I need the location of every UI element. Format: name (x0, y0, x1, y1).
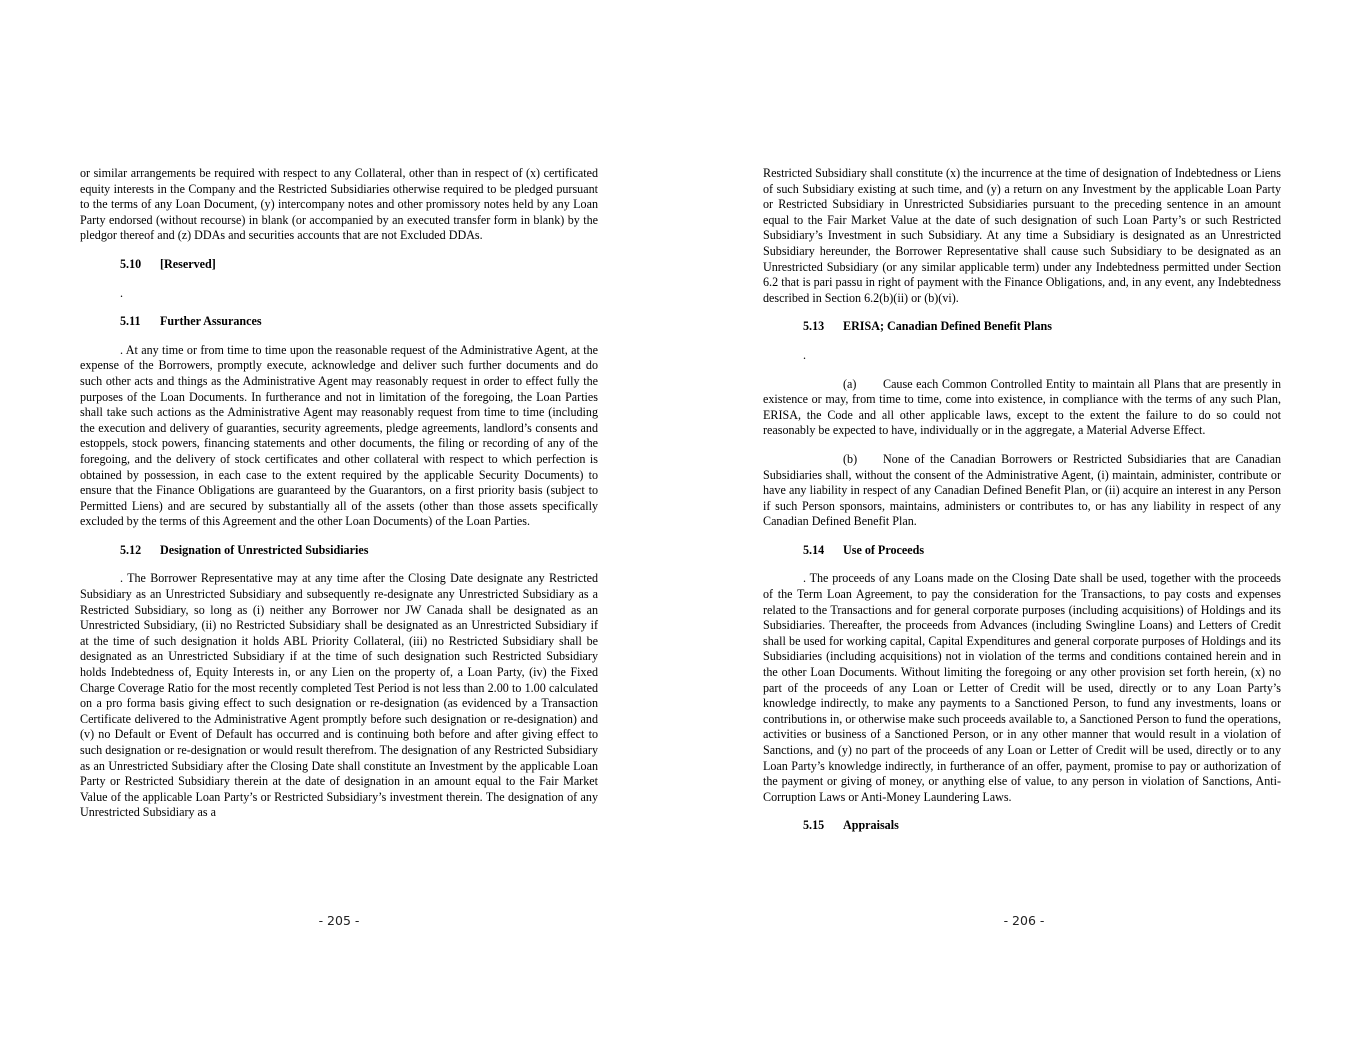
section-5-12-heading (120, 543, 598, 559)
section-5-11-heading (120, 314, 598, 330)
section-5-13-lead: . (803, 347, 807, 362)
section-5-15-heading (803, 818, 1281, 834)
page-number: - 205 - (318, 913, 360, 928)
section-number: 5.15 (803, 818, 825, 833)
page-number: - 206 - (1003, 913, 1045, 928)
section-number: 5.11 (120, 314, 141, 329)
section-5-13-clause-a (763, 377, 1281, 439)
section-number: 5.14 (803, 542, 825, 557)
clause-text: Cause each Common Controlled Entity to maintain all Plans that are presently in existence or may, from time to time, come into existence, in compliance with the terms of any such Plan, ERISA, the Code and all other applicable laws, except to the extent the failure to do so could not reasonably be expected to have, individually or in the aggregate, a Material Adverse Effect. (763, 376, 1281, 438)
section-title: Appraisals (843, 818, 899, 833)
section-title: [Reserved] (160, 256, 216, 271)
section-number: 5.13 (803, 319, 825, 334)
section-title: Further Assurances (160, 314, 262, 329)
section-5-13-heading (803, 319, 1281, 335)
section-5-11-body: . At any time or from time to time upon the reasonable request of the Administrative Agent, at the expense of the Borrowers, promptly execute, acknowledge and deliver such further documents and do such other acts and things as the Administrative Agent may reasonably request in order to effect fully the purposes of the Loan Documents. In furtherance and not in limitation of the foregoing, the Loan Parties shall take such actions as the Administrative Agent may reasonably request from time to time (including the execution and delivery of guaranties, security agreements, pledge agreements, landlord’s consents and estoppels, stock powers, financing statements and other documents, the filing or recording of any of the foregoing, and the delivery of stock certificates and other collateral with respect to which perfection is obtained by possession, in each case to the extent required by the applicable Security Documents) to ensure that the Finance Obligations are guaranteed by the Guarantors, on a first priority basis (subject to Permitted Liens) and are secured by substantially all of the assets (other than those assets specifically excluded by the terms of this Agreement and the other Loan Documents) of the Loan Parties. (80, 342, 598, 529)
section-5-10-body: . (120, 285, 124, 300)
continuation-paragraph: Restricted Subsidiary shall constitute (x) the incurrence at the time of designation of Indebtedness or Liens of such Subsidiary existing at such time, and (y) a return on any Investment by the applicable Loan Party or Restricted Subsidiary in Unrestricted Subsidiaries pursuant to the preceding sentence in an amount equal to the Fair Market Value at the date of such designation of such Loan Party’s or such Restricted Subsidiary’s Investment in such Subsidiary. At any time a Subsidiary is designated as an Unrestricted Subsidiary hereunder, the Borrower Representative shall cause such Subsidiary to be designated as an Unrestricted Subsidiary (or any similar applicable term) under any Indebtedness permitted under Section 6.2 that is pari passu in right of payment with the Finance Obligations, and, in any event, any Indebtedness described in Section 6.2(b)(ii) or (b)(vi). (763, 166, 1281, 305)
page-205-text-column (80, 166, 598, 834)
page-206-text-column (763, 166, 1281, 847)
page-206 (683, 0, 1365, 1055)
clause-label: (a) (843, 376, 857, 391)
page-205 (0, 0, 682, 1055)
section-number: 5.12 (120, 542, 142, 557)
section-5-14-body: . The proceeds of any Loans made on the Closing Date shall be used, together with the proceeds of the Term Loan Agreement, to pay the consideration for the Transactions, to pay costs and expenses related to the Transactions and for general corporate purposes (including acquisitions) of Holdings and its Subsidiaries. Thereafter, the proceeds from Advances (including Swingline Loans) and Letters of Credit shall be used for working capital, Capital Expenditures and general corporate purposes of Holdings and its Subsidiaries (including acquisitions) not in violation of the terms and conditions contained herein and in the other Loan Documents. Without limiting the foregoing or any other provision set forth herein, (x) no part of the proceeds of any Loan or Letter of Credit will be used, directly or to any Loan Party’s knowledge indirectly, to make any payments to a Sanctioned Person, to fund any investments, loans or contributions in, or otherwise make such proceeds available to, a Sanctioned Person to fund the operations, activities or business of a Sanctioned Person, or in any other manner that would result in a violation of Sanctions, and (y) no part of the proceeds of any Loan or Letter of Credit will be used, directly or to any Loan Party’s knowledge indirectly, in furtherance of an offer, payment, promise to pay or authorization of the payment or giving of money, or anything else of value, to any person in violation of Sanctions, Anti-Corruption Laws or Anti-Money Laundering Laws. (763, 571, 1281, 804)
section-5-10-heading (120, 257, 598, 273)
clause-text: None of the Canadian Borrowers or Restricted Subsidiaries that are Canadian Subsidiaries shall, without the consent of the Administrative Agent, (i) maintain, administer, contribute or have any liability in respect of any Canadian Defined Benefit Plan, or (ii) acquire an interest in any Person if such Person sponsors, maintains, administers or contributes to, or has any liability in respect of any Canadian Defined Benefit Plan. (763, 451, 1281, 529)
section-title: Designation of Unrestricted Subsidiaries (160, 542, 369, 557)
continuation-paragraph: or similar arrangements be required with respect to any Collateral, other than in respect of (x) certificated equity interests in the Company and the Restricted Subsidiaries otherwise required to be pledged pursuant to the terms of any Loan Document, (y) intercompany notes and other promissory notes held by any Loan Party endorsed (without recourse) in blank (or accompanied by an executed transfer form in blank) by the pledgor thereof and (z) DDAs and securities accounts that are not Excluded DDAs. (80, 166, 598, 243)
section-number: 5.10 (120, 256, 142, 271)
section-5-14-heading (803, 543, 1281, 559)
section-5-13-clause-b (763, 452, 1281, 530)
section-5-12-body: . The Borrower Representative may at any time after the Closing Date designate any Restricted Subsidiary as an Unrestricted Subsidiary and subsequently re-designate any Unrestricted Subsidiary as a Restricted Subsidiary, so long as (i) neither any Borrower nor JW Canada shall be designated as an Unrestricted Subsidiary, (ii) no Restricted Subsidiary shall be designated as an Unrestricted Subsidiary if at the time of such designation it holds ABL Priority Collateral, (iii) no Restricted Subsidiary shall be designated as an Unrestricted Subsidiary if at the time of such designation such Restricted Subsidiary holds Indebtedness of, Equity Interests in, or any Lien on the property of, a Loan Party, (iv) the Fixed Charge Coverage Ratio for the most recently completed Test Period is not less than 2.00 to 1.00 calculated on a pro forma basis giving effect to such designation or re-designation (as evidenced by a Transaction Certificate delivered to the Administrative Agent promptly before such designation or re-designation) and (v) no Default or Event of Default has occurred and is continuing both before and after giving effect to such designation or re-designation or would result therefrom. The designation of any Restricted Subsidiary as an Unrestricted Subsidiary after the Closing Date shall constitute an Investment by the applicable Loan Party or Restricted Subsidiary therein at the date of designation in an amount equal to the Fair Market Value of the applicable Loan Party’s or Restricted Subsidiary’s investment therein. The designation of any Unrestricted Subsidiary as a (80, 571, 598, 820)
clause-label: (b) (843, 451, 858, 466)
section-title: ERISA; Canadian Defined Benefit Plans (843, 319, 1052, 334)
section-title: Use of Proceeds (843, 542, 925, 557)
